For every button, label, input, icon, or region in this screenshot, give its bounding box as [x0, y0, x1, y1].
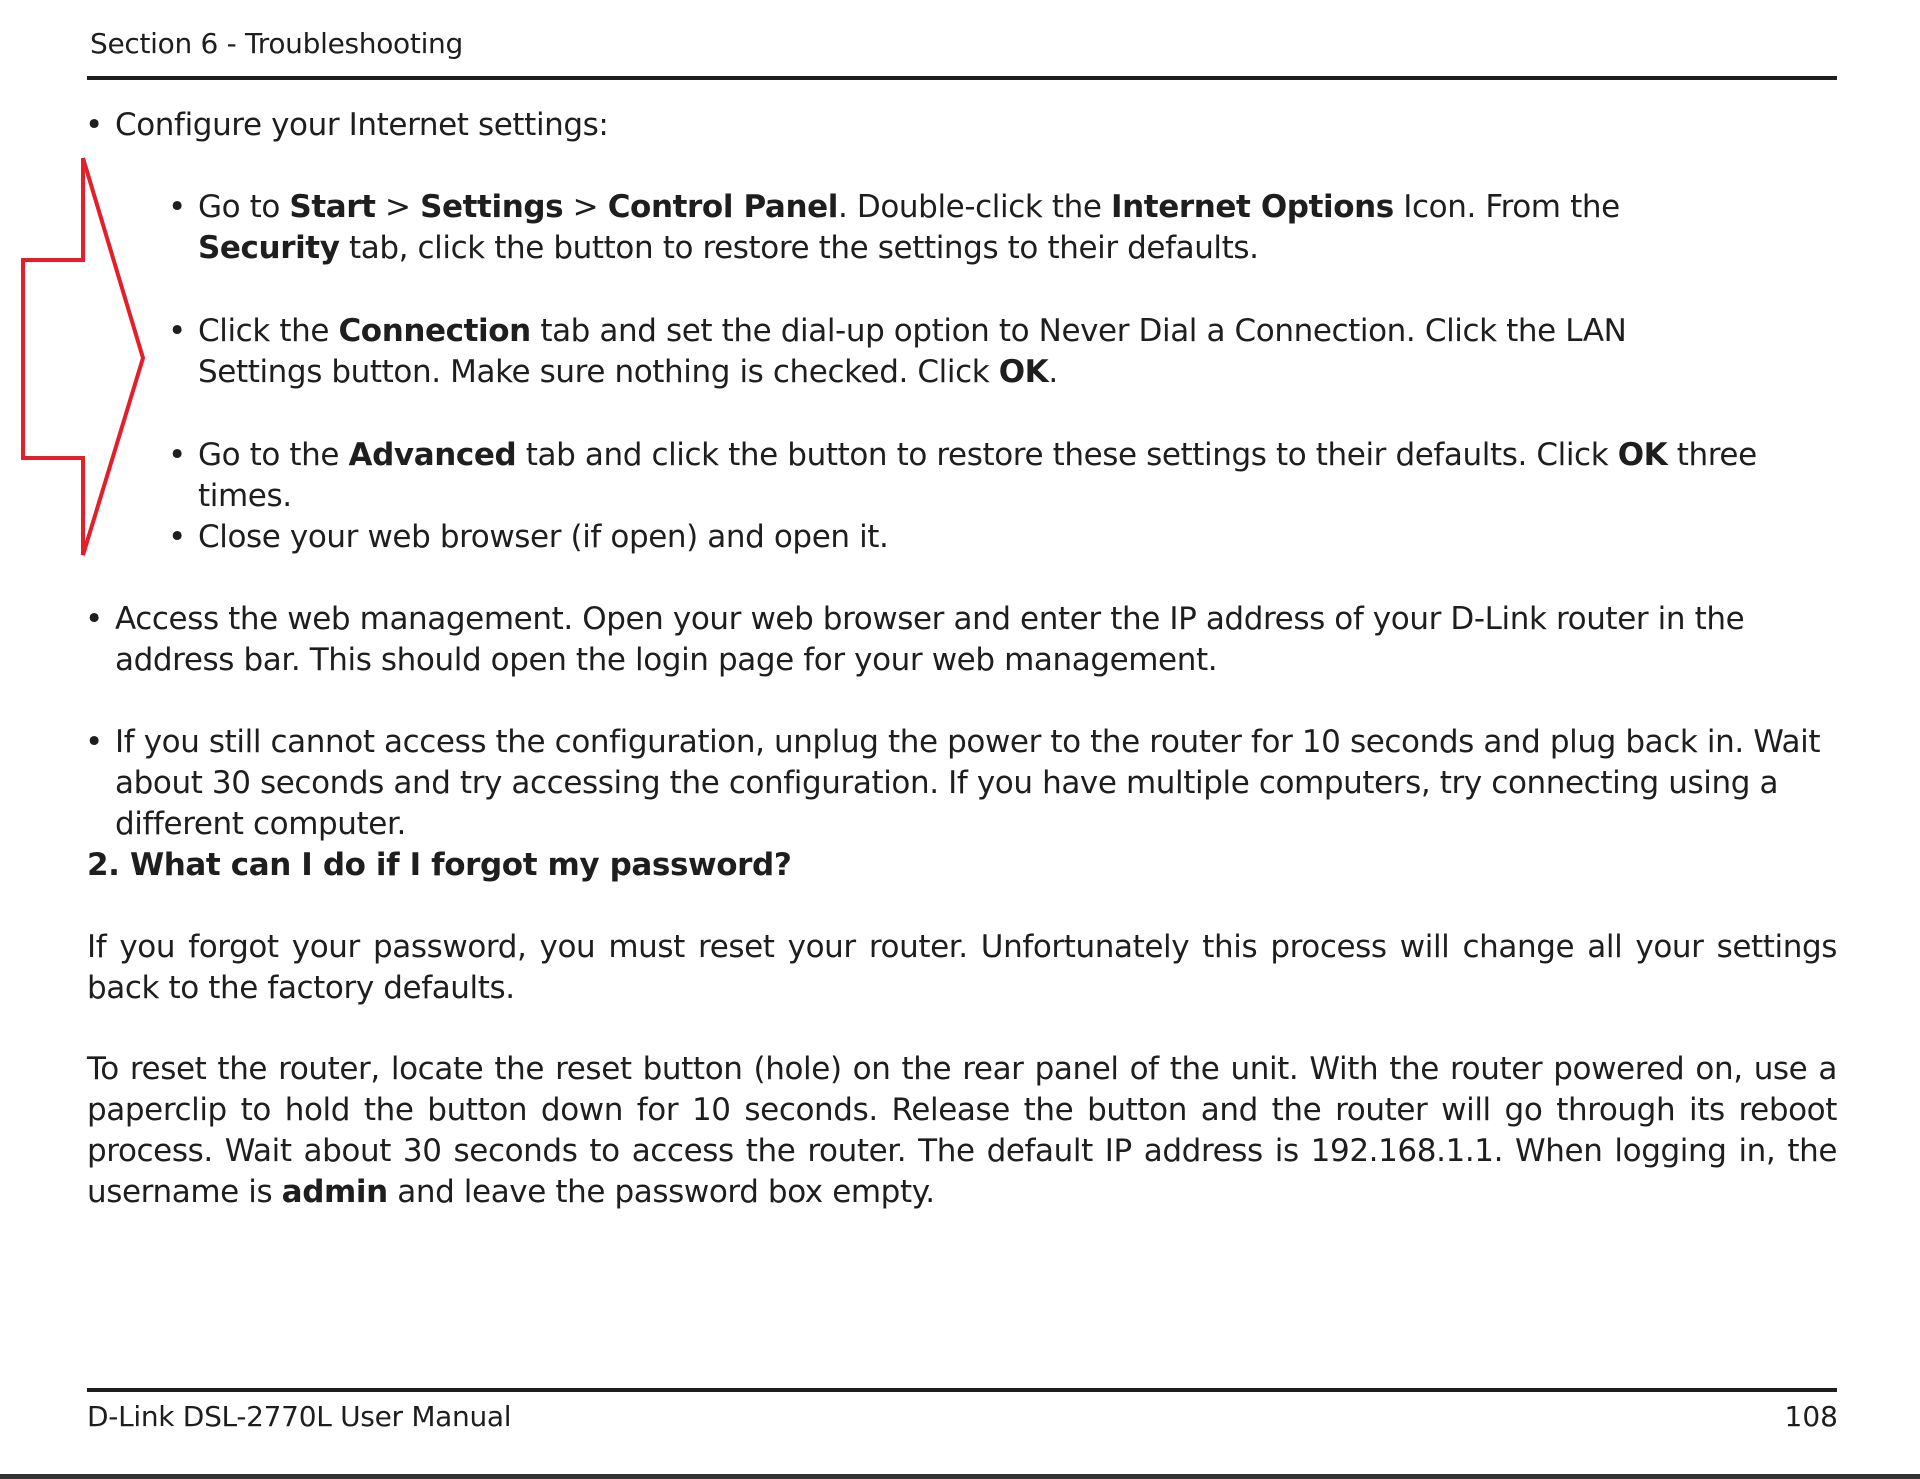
text: tab, click the button to restore the settings to their defaults. — [339, 230, 1259, 266]
bullet: • — [168, 437, 186, 473]
text: tab and click the button to restore these settings to their defaults. Click — [516, 437, 1618, 473]
faq-heading: 2. What can I do if I forgot my password? — [87, 847, 792, 883]
text: Go to the — [198, 437, 349, 473]
sub-item-advanced — [168, 435, 1758, 517]
text: and leave the password box empty. — [387, 1174, 935, 1210]
page-edge — [0, 1474, 1920, 1479]
faq-paragraph-1: If you forgot your password, you must reset your router. Unfortunately this process will change all your settings back to the factory defaults. — [87, 929, 1837, 1006]
list-item-unplug — [85, 722, 1845, 845]
footer-rule — [87, 1388, 1837, 1392]
text: . Double-click the — [837, 189, 1111, 225]
text: Icon. From the — [1393, 189, 1620, 225]
bold-connection: Connection — [338, 313, 531, 349]
right-arrow-icon — [15, 150, 150, 560]
header-rule — [87, 76, 1837, 80]
faq-paragraph-2 — [87, 1049, 1837, 1213]
text: > — [563, 189, 608, 225]
bullet: • — [168, 313, 186, 349]
text: . — [1048, 354, 1058, 390]
list-item-configure — [85, 105, 1845, 146]
page-number: 108 — [1784, 1400, 1838, 1433]
bullet: • — [168, 519, 186, 555]
bold-settings: Settings — [420, 189, 564, 225]
text: three times. — [198, 437, 1757, 514]
bold-security: Security — [198, 230, 340, 266]
sub-item-close-browser — [168, 517, 1758, 558]
bold-advanced: Advanced — [348, 437, 517, 473]
bullet: • — [168, 189, 186, 225]
bold-control-panel: Control Panel — [607, 189, 838, 225]
bullet: • — [85, 601, 103, 637]
list-item-text: Access the web management. Open your web browser and enter the IP address of your D-Link router in the address bar. This should open the login page for your web management. — [115, 601, 1745, 678]
bullet: • — [85, 107, 103, 143]
text: tab and set the dial-up option to Never Dial a Connection. Click the LAN Settings button. Make sure nothing is checked. Click — [198, 313, 1627, 390]
list-item-text: Configure your Internet settings: — [115, 107, 609, 143]
bold-admin: admin — [281, 1174, 388, 1210]
list-item-text: If you still cannot access the configuration, unplug the power to the router for 10 seconds and plug back in. Wait about 30 seconds and try accessing the configuration. If you have multiple computers, try connecting using a different computer. — [115, 724, 1821, 842]
manual-title: D-Link DSL-2770L User Manual — [87, 1400, 512, 1433]
bold-start: Start — [289, 189, 376, 225]
bullet: • — [85, 724, 103, 760]
bold-ok: OK — [1617, 437, 1668, 473]
text: To reset the router, locate the reset button (hole) on the rear panel of the unit. With the router powered on, use a paperclip to hold the button down for 10 seconds. Release the button and the router will go through its reboot process. Wait about 30 seconds to access the router. The default IP address is 192.168.1.1. When logging in, the username is — [87, 1051, 1837, 1210]
text: Click the — [198, 313, 339, 349]
list-item-web-management — [85, 599, 1845, 681]
text: Close your web browser (if open) and open it. — [198, 519, 889, 555]
section-header: Section 6 - Troubleshooting — [90, 27, 463, 60]
bold-ok: OK — [998, 354, 1049, 390]
sub-item-internet-options — [168, 187, 1758, 269]
text: > — [375, 189, 421, 225]
text: Go to — [198, 189, 290, 225]
bold-internet-options: Internet Options — [1110, 189, 1394, 225]
sub-item-connection — [168, 311, 1758, 393]
